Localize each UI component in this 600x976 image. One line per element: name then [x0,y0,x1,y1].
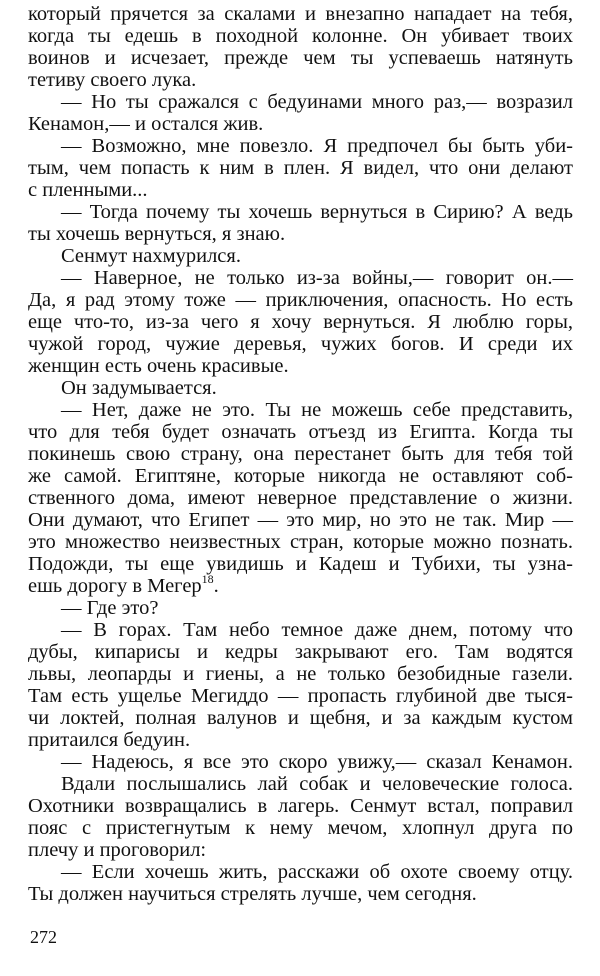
text-line [28,289,573,311]
text-line-content: покинешь свою страну, она перестанет быть для тебя той [28,443,573,465]
text-line-content: Ты должен научиться стрелять лучше, чем сегодня. [28,883,477,905]
text-line-content: Кенамон,— и остался жив. [28,113,264,135]
text-line [28,47,573,69]
text-line [28,619,573,641]
text-line [28,553,573,575]
text-line-content: Охотники возвращались в лагерь. Сенмут встал, поправил [28,795,573,817]
text-line-content: пояс с пристегнутым к нему мечом, хлопнул друга по [28,817,573,839]
text-line-content: тетиву своего лука. [28,69,197,91]
text-line [28,795,573,817]
text-line [28,355,573,377]
text-line [28,572,573,597]
text-line [28,817,573,839]
text-line-content: когда ты едешь в походной колонне. Он убивает твоих [28,25,573,47]
text-line-content: — Тогда почему ты хочешь вернуться в Сирию? А ведь [61,201,573,223]
book-page-text [28,3,573,905]
text-line-content: Подожди, ты еще увидишь и Кадеш и Тубихи, ты узна- [28,553,573,575]
text-line-content: Там есть ущелье Мегиддо — пропасть глубиной две тыся- [28,685,573,707]
page-number: 272 [30,927,57,947]
text-line [28,399,573,421]
text-line [28,3,573,25]
text-line [28,311,573,333]
text-line [28,883,573,905]
text-line-content: Да, я рад этому тоже — приключения, опасность. Но есть [28,289,573,311]
text-line [28,333,573,355]
text-line [28,773,573,795]
text-line [28,597,573,619]
footnote-marker: 18 [201,572,214,586]
text-line [28,179,573,201]
text-line [28,157,573,179]
text-line [28,839,573,861]
text-line-tail: . [213,575,219,597]
text-line [28,245,573,267]
text-line [28,91,573,113]
text-line [28,861,573,883]
text-line-content: львы, леопарды и гиены, а не только безобидные газели. [28,663,573,685]
text-line-content: — Где это? [61,597,159,619]
text-line-content: Сенмут нахмурился. [61,245,241,267]
text-line [28,509,573,531]
text-line-content: женщин есть очень красивые. [28,355,289,377]
text-line-content: ственного дома, имеют неверное представление о жизни. [28,487,573,509]
text-line-content: Они думают, что Египет — это мир, но это не так. Мир — [28,509,573,531]
text-line [28,113,573,135]
text-line [28,25,573,47]
text-line-content: чи локтей, полная валунов и щебня, и за каждым кустом [28,707,573,729]
text-line [28,223,573,245]
text-line-content: это множество неизвестных стран, которые можно познать. [28,531,573,553]
text-line-content: — Нет, даже не это. Ты не можешь себе представить, [61,399,573,421]
text-line-content: ешь дорогу в Мегер [28,575,202,597]
text-line-content: — Наверное, не только из-за войны,— говорит он.— [61,267,573,289]
text-line-content: плечу и проговорил: [28,839,207,861]
text-line-content: — В горах. Там небо темное даже днем, потому что [61,619,573,641]
text-line [28,421,573,443]
text-line [28,201,573,223]
text-line [28,135,573,157]
text-line-content: — Но ты сражался с бедуинами много раз,— возразил [61,91,573,113]
text-line-content: — Если хочешь жить, расскажи об охоте своему отцу. [61,861,573,883]
text-line-content: — Возможно, мне повезло. Я предпочел бы быть уби- [61,135,573,157]
text-line-content: тым, чем попасть к ним в плен. Я видел, что они делают [28,157,573,179]
text-line-content: притаился бедуин. [28,729,191,751]
text-line [28,663,573,685]
text-line [28,729,573,751]
text-line [28,641,573,663]
text-line [28,531,573,553]
text-line-content: Вдали послышались лай собак и человеческие голоса. [61,773,573,795]
text-line-content: Он задумывается. [61,377,217,399]
text-line-content: что для тебя будет означать отъезд из Египта. Когда ты [28,421,573,443]
text-line [28,443,573,465]
text-line [28,487,573,509]
text-line [28,69,573,91]
text-line [28,707,573,729]
text-line [28,685,573,707]
text-line-content: с пленными... [28,179,148,201]
text-line-content: воинов и исчезает, прежде чем ты успеваешь натянуть [28,47,573,69]
text-line-content: — Надеюсь, я все это скоро увижу,— сказал Кенамон. [61,751,573,773]
text-line [28,267,573,289]
text-line-content: же самой. Египтяне, которые никогда не оставляют соб- [28,465,573,487]
text-line [28,465,573,487]
text-line [28,377,573,399]
text-line [28,751,573,773]
text-line-content: который прячется за скалами и внезапно нападает на тебя, [28,3,573,25]
text-line-content: чужой город, чужие деревья, чужих богов. И среди их [28,333,573,355]
text-line-content: дубы, кипарисы и кедры закрывают его. Там водятся [28,641,573,663]
text-line-content: еще что-то, из-за чего я хочу вернуться. Я люблю горы, [28,311,573,333]
text-line-content: ты хочешь вернуться, я знаю. [28,223,286,245]
